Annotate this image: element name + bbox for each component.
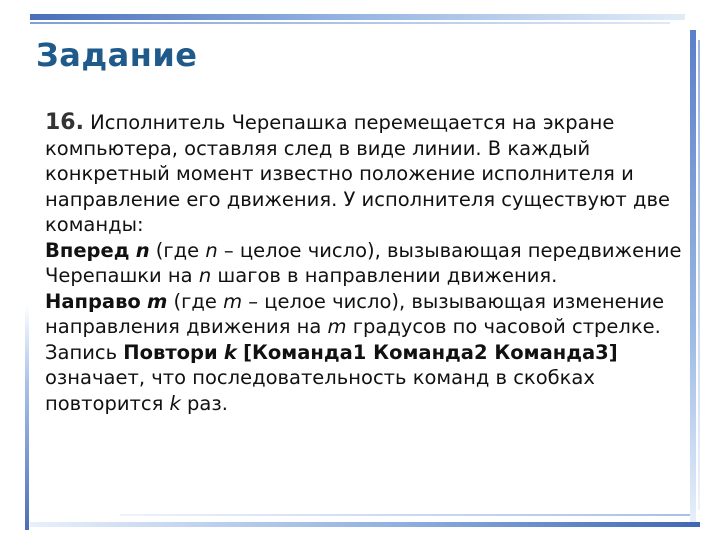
- repeat-arg-inline: k: [169, 391, 181, 415]
- repeat-paragraph: [45, 340, 685, 417]
- command-forward-arg-inline-2: n: [198, 264, 212, 287]
- command-forward-arg: n: [135, 238, 150, 262]
- top-decor-bar: [30, 14, 685, 20]
- right-decor-line: [698, 40, 700, 510]
- command-right-arg-inline-2: m: [327, 315, 347, 338]
- repeat-text-a: означает, что последовательность команд в скобках повторится: [45, 366, 595, 415]
- bottom-decor-line: [120, 514, 690, 516]
- command-forward-text-c: шагов в направлении движения.: [211, 264, 558, 287]
- command-right-text-a: (где: [167, 289, 224, 313]
- command-right-text-c: градусов по часовой стрелке.: [346, 315, 661, 338]
- command-right-paragraph: [45, 289, 685, 340]
- task-intro-paragraph: [45, 110, 685, 238]
- command-forward-name: Вперед: [45, 238, 130, 262]
- command-forward-text-a: (где: [149, 238, 206, 262]
- top-decor-line: [30, 22, 670, 24]
- task-intro-text: Исполнитель Черепашка перемещается на экране компьютера, оставляя след в виде линии. В каждый конкретный момент известно положение исполнителя и направление его движения. У исполнителя существуют две команды:: [45, 111, 670, 236]
- repeat-keyword: Повтори: [123, 340, 218, 364]
- bottom-decor-bar: [30, 522, 700, 527]
- slide-title: Задание: [36, 36, 198, 74]
- repeat-text-b: раз.: [180, 391, 228, 415]
- repeat-arg: k: [223, 340, 237, 364]
- command-right-arg-inline: m: [223, 289, 243, 313]
- repeat-prefix: Запись: [45, 340, 124, 364]
- command-forward-text-b: – целое число), вызывающая передвижение Черепашки на: [45, 238, 682, 287]
- task-body: [45, 110, 685, 416]
- command-right-arg: m: [147, 289, 168, 313]
- repeat-bracket: [Команда1 Команда2 Команда3]: [243, 340, 618, 364]
- right-decor-bar: [690, 30, 696, 525]
- command-forward-arg-inline: n: [205, 238, 218, 262]
- command-right-text-b: – целое число), вызывающая изменение направления движения на: [45, 289, 665, 338]
- command-forward-paragraph: [45, 238, 685, 289]
- task-number: 16.: [45, 110, 84, 135]
- command-right-name: Направо: [45, 289, 141, 313]
- left-decor-bar: [25, 305, 29, 530]
